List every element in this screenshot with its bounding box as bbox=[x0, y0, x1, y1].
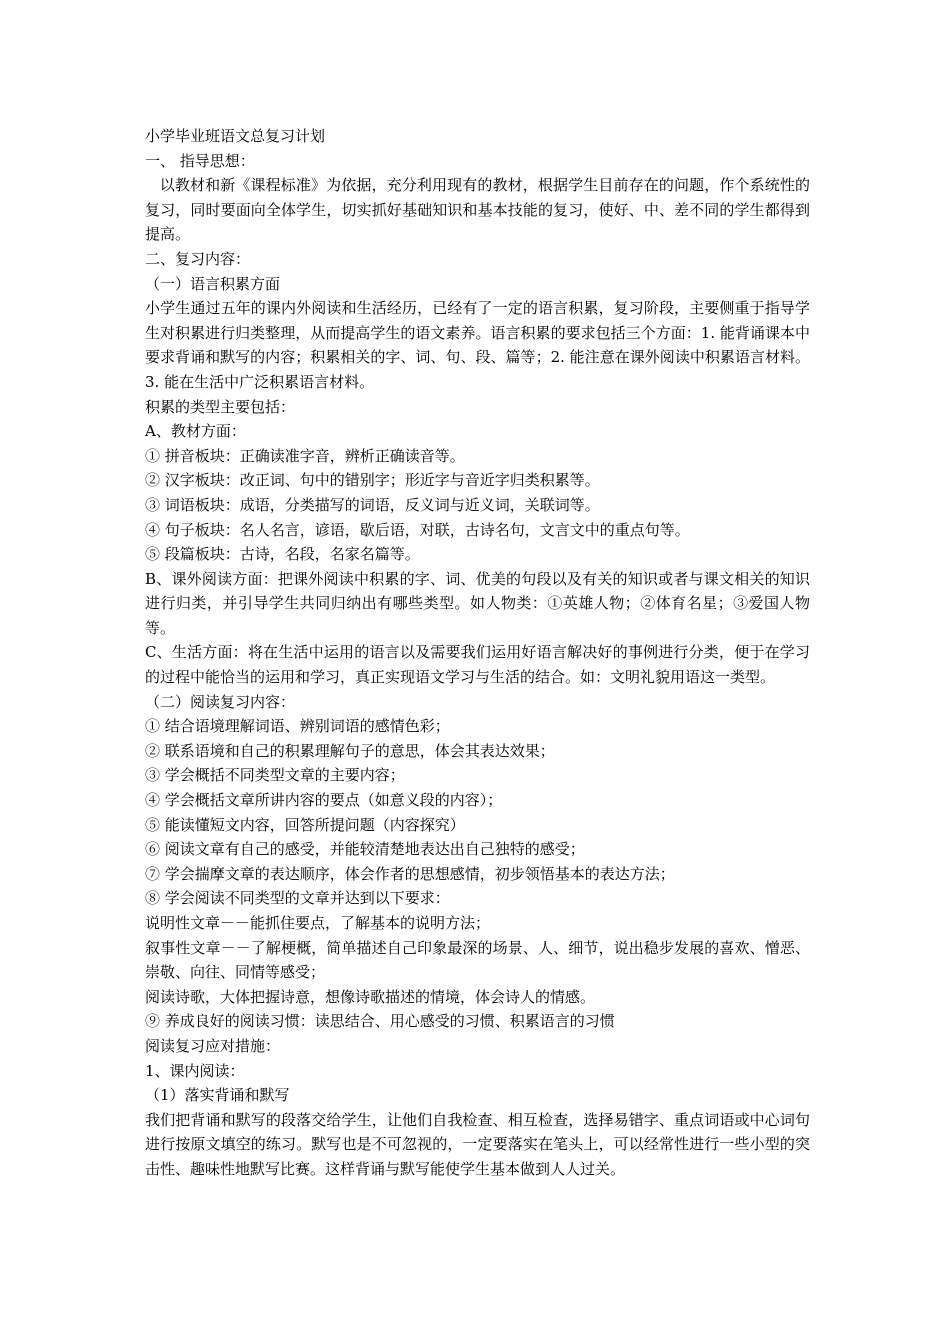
heading-guiding-thought: 一、 指导思想： bbox=[145, 151, 255, 170]
list-item: ① 拼音板块：正确读准字音，辨析正确读音等。 bbox=[145, 446, 465, 465]
in-class-reading-heading: 1、课内阅读： bbox=[145, 1061, 245, 1080]
document-body bbox=[145, 124, 810, 1182]
list-item: ④ 学会概括文章所讲内容的要点（如意义段的内容）； bbox=[145, 791, 503, 810]
list-item: ④ 句子板块：名人名言，谚语，歇后语，对联，古诗名句，文言文中的重点句等。 bbox=[145, 520, 690, 539]
recitation-heading: （1）落实背诵和默写 bbox=[145, 1086, 290, 1105]
list-item: ⑨ 养成良好的阅读习惯：读思结合、用心感受的习惯、积累语言的习惯 bbox=[145, 1012, 615, 1031]
expository-requirement: 说明性文章－－能抓住要点，了解基本的说明方法； bbox=[145, 914, 491, 932]
list-item: ⑧ 学会阅读不同类型的文章并达到以下要求： bbox=[145, 889, 450, 908]
list-item: ⑤ 能读懂短文内容，回答所提问题（内容探究） bbox=[145, 815, 465, 834]
list-item: ① 结合语境理解词语、辨别词语的感情色彩； bbox=[145, 717, 450, 736]
subheading-reading-review: （二）阅读复习内容： bbox=[145, 692, 296, 711]
heading-review-content: 二、复习内容： bbox=[145, 249, 251, 268]
reading-measures-heading: 阅读复习应对措施： bbox=[145, 1036, 281, 1055]
paragraph-recitation: 我们把背诵和默写的段落交给学生，让他们自我检查、相互检查，选择易错字、重点词语或中心词句进行按原文填空的练习。默写也是不可忽视的，一定要落实在笔头上，可以经常性进行一些小型的突击性、趣味性地默写比赛。这样背诵与默写能使学生基本做到人人过关。 bbox=[145, 1110, 810, 1178]
list-item: ② 联系语境和自己的积累理解句子的意思，体会其表达效果； bbox=[145, 741, 555, 760]
subheading-language-accumulation: （一）语言积累方面 bbox=[145, 274, 281, 293]
list-item: ⑥ 阅读文章有自己的感受，并能较清楚地表达出自己独特的感受； bbox=[145, 840, 585, 859]
narrative-requirement: 叙事性文章－－了解梗概，简单描述自己印象最深的场景、人、细节，说出稳步发展的喜欢、憎恶、崇敬、向往、同情等感受； bbox=[145, 938, 810, 982]
paragraph-language-accumulation: 小学生通过五年的课内外阅读和生活经历，已经有了一定的语言积累，复习阶段，主要侧重于指导学生对积累进行归类整理，从而提高学生的语文素养。语言积累的要求包括三个方面：1. 能背诵课本中要求背诵和默写的内容；积累相关的字、词、句、段、篇等；2. 能注意在课外阅读中积累语言材料。3. 能在生活中广泛积累语言材料。 bbox=[145, 299, 810, 391]
list-item: ⑤ 段篇板块：古诗，名段，名家名篇等。 bbox=[145, 545, 420, 564]
paragraph-life: C、生活方面：将在生活中运用的语言以及需要我们运用好语言解决好的事例进行分类，便于在学习的过程中能恰当的运用和学习，真正实现语文学习与生活的结合。如：文明礼貌用语这一类型。 bbox=[145, 643, 810, 687]
list-item: ⑦ 学会揣摩文章的表达顺序，体会作者的思想感情，初步领悟基本的表达方法； bbox=[145, 864, 675, 883]
list-item: ② 汉字板块：改正词、句中的错别字；形近字与音近字归类积累等。 bbox=[145, 471, 600, 490]
paragraph-guiding-thought: 以教材和新《课程标准》为依据，充分利用现有的教材，根据学生目前存在的问题，作个系统性的复习，同时要面向全体学生，切实抓好基础知识和基本技能的复习，使好、中、差不同的学生都得到提高。 bbox=[145, 176, 810, 244]
list-item: ③ 学会概括不同类型文章的主要内容； bbox=[145, 766, 405, 785]
list-item: ③ 词语板块：成语，分类描写的词语，反义词与近义词，关联词等。 bbox=[145, 495, 600, 514]
poetry-requirement: 阅读诗歌，大体把握诗意，想像诗歌描述的情境，体会诗人的情感。 bbox=[145, 987, 596, 1006]
accumulation-types-intro: 积累的类型主要包括： bbox=[145, 397, 296, 416]
document-title: 小学毕业班语文总复习计划 bbox=[145, 127, 326, 145]
textbook-section-heading: A、教材方面： bbox=[145, 422, 246, 441]
paragraph-extracurricular: B、课外阅读方面：把课外阅读中积累的字、词、优美的句段以及有关的知识或者与课文相关的知识进行归类，并引导学生共同归纳出有哪些类型。如人物类：①英雄人物；②体育名星；③爱国人物等。 bbox=[145, 569, 810, 637]
